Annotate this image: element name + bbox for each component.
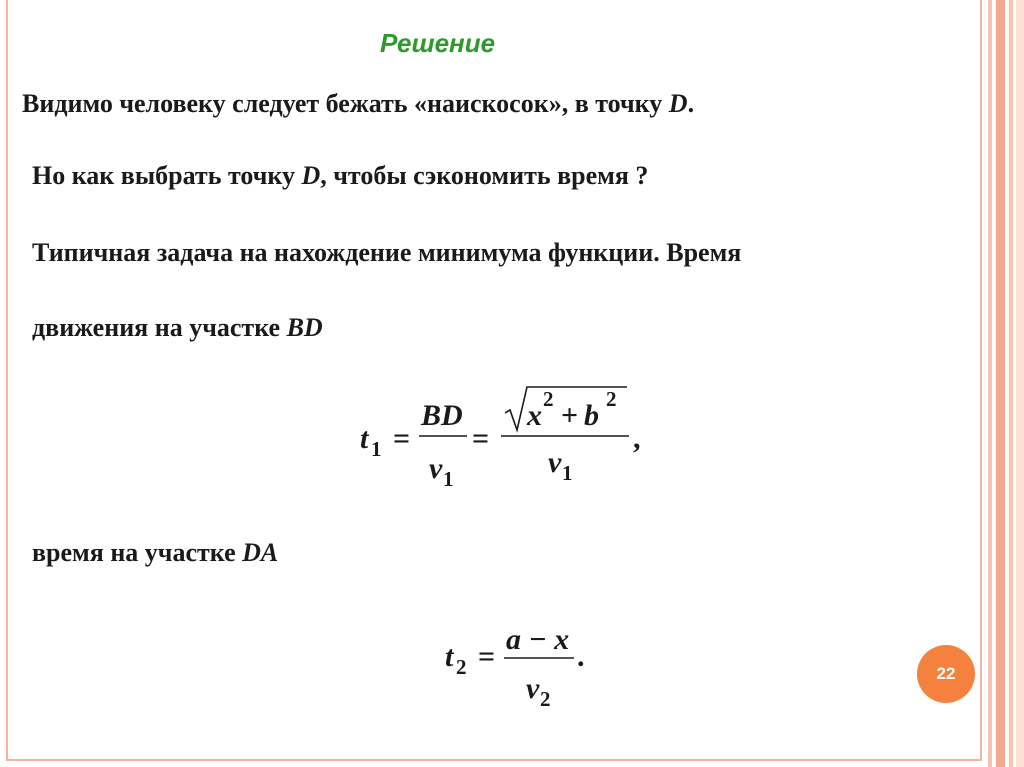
paragraph-5: время на участке DA: [32, 538, 279, 567]
paragraph-4: движения на участке BD: [32, 313, 323, 342]
formula-t2-equals: =: [478, 640, 496, 673]
formula-t2-lhs-sub: 2: [456, 655, 467, 679]
formula-t1-frac2-den-var: v: [548, 446, 562, 479]
formula-t1-lhs-sub: 1: [371, 437, 382, 461]
formula-t2-den-sub: 2: [540, 687, 551, 711]
formula-t1-root-b-exp: 2: [606, 387, 617, 411]
formula-t1: [355, 380, 655, 495]
formula-t1-frac2-den-sub: 1: [562, 461, 573, 485]
page-number-badge: 22: [917, 645, 975, 703]
formula-t1-frac1-den-var: v: [429, 452, 443, 485]
paragraph-3: Типичная задача на нахождение минимума функции. Время: [32, 238, 742, 267]
formula-t1-equals-2: =: [472, 422, 490, 455]
formula-t2-num: a − x: [506, 623, 570, 656]
formula-t1-root-b: b: [584, 399, 599, 432]
formula-t2-period: .: [577, 640, 585, 673]
paragraph-2: Но как выбрать точку D, чтобы сэкономить время ?: [32, 161, 649, 190]
decor-stripe: [988, 0, 992, 767]
formula-t1-comma: ,: [633, 422, 641, 455]
formula-t2-den-var: v: [526, 672, 540, 705]
decor-stripe: [996, 0, 1005, 767]
formula-t1-plus: +: [561, 399, 579, 432]
formula-t1-root-x-exp: 2: [543, 387, 554, 411]
formula-t1-root-x: x: [527, 399, 542, 432]
formula-t1-equals: =: [393, 422, 411, 455]
formula-t1-frac1-den-sub: 1: [443, 467, 454, 491]
formula-t1-lhs-var: t: [360, 422, 369, 455]
paragraph-1: Видимо человеку следует бежать «наискосок», в точку D.: [22, 89, 695, 118]
slide-title: Решение: [380, 28, 496, 58]
formula-t2-lhs-var: t: [445, 640, 454, 673]
formula-t1-frac1-num: BD: [421, 399, 463, 432]
decor-stripe: [1016, 0, 1024, 767]
decor-stripe: [1009, 0, 1013, 767]
formula-t2: [440, 620, 600, 720]
